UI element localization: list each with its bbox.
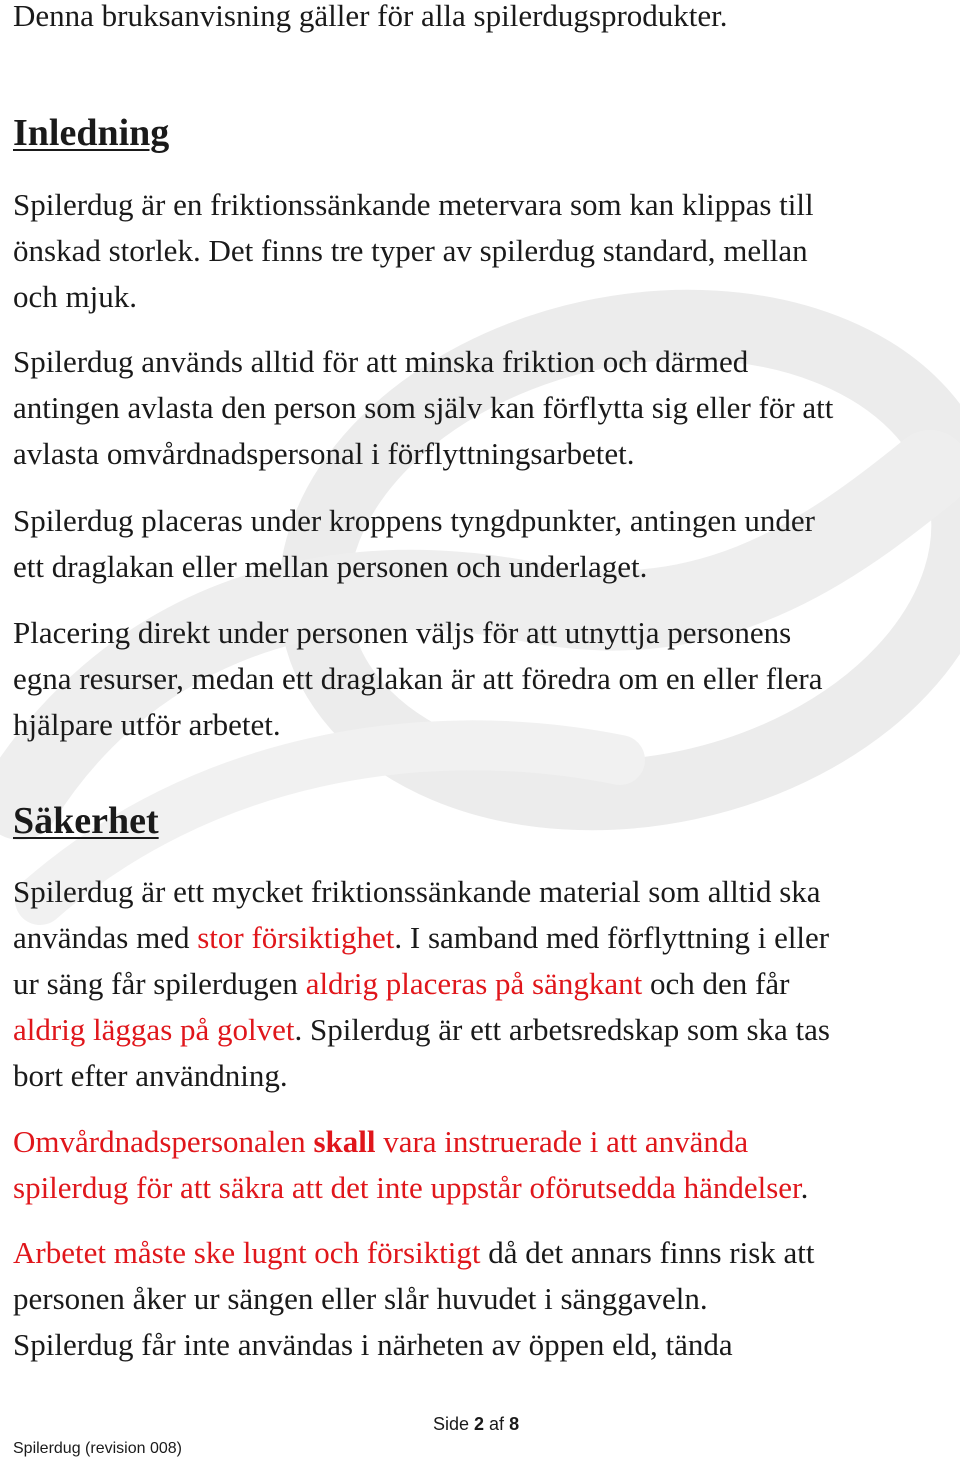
warning-text: vara instruerade i att använda — [375, 1124, 749, 1159]
page-prefix: Side — [433, 1414, 475, 1434]
paragraph-inledning-3 — [13, 498, 815, 590]
text-line: Spilerdug får inte användas i närheten av öppen eld, tända — [13, 1327, 733, 1362]
paragraph-inledning-2 — [13, 339, 833, 477]
text-line: antingen avlasta den person som själv kan förflytta sig eller för att — [13, 390, 834, 425]
heading-sakerhet: Säkerhet — [13, 800, 159, 842]
text-line: önskad storlek. Det finns tre typer av spilerdug standard, mellan — [13, 233, 808, 268]
text-line — [13, 1119, 808, 1165]
text-line: ett draglakan eller mellan personen och underlaget. — [13, 549, 648, 584]
text-line — [13, 1230, 815, 1276]
text-line: personen åker ur sängen eller slår huvudet i sänggaveln. — [13, 1281, 708, 1316]
page-mid: af — [484, 1414, 510, 1434]
heading-inledning: Inledning — [13, 112, 170, 154]
text-line: hjälpare utför arbetet. — [13, 707, 281, 742]
text-segment: . — [800, 1170, 809, 1205]
text-line: avlasta omvårdnadspersonal i förflyttningsarbetet. — [13, 436, 635, 471]
text-line: Placering direkt under personen väljs för att utnyttja personens — [13, 615, 792, 650]
page-total: 8 — [509, 1414, 520, 1434]
warning-text: Omvårdnadspersonalen — [13, 1124, 314, 1159]
page-number — [433, 1414, 519, 1435]
text-line: Spilerdug används alltid för att minska friktion och därmed — [13, 344, 749, 379]
text-segment: ur säng får spilerdugen — [13, 966, 306, 1001]
text-line: Spilerdug placeras under kroppens tyngdpunkter, antingen under — [13, 503, 815, 538]
text-line: Spilerdug är en friktionssänkande metervara som kan klippas till — [13, 187, 814, 222]
text-segment: . Spilerdug är ett arbetsredskap som ska tas — [294, 1012, 830, 1047]
document-revision: Spilerdug (revision 008) — [13, 1440, 182, 1457]
warning-text: Arbetet måste ske lugnt och försiktigt — [13, 1235, 481, 1270]
text-segment: då det annars finns risk att — [480, 1235, 815, 1270]
warning-text-bold: skall — [313, 1124, 376, 1159]
text-line — [13, 1007, 830, 1053]
text-line — [13, 915, 830, 961]
paragraph-inledning-1 — [13, 182, 814, 320]
text-line — [13, 961, 830, 1007]
text-line: och mjuk. — [13, 279, 137, 314]
text-line: Spilerdug är ett mycket friktionssänkande material som alltid ska — [13, 874, 821, 909]
text-segment: . I samband med förflyttning i eller — [394, 920, 830, 955]
text-line: egna resurser, medan ett draglakan är att föredra om en eller flera — [13, 661, 823, 696]
text-segment: användas med — [13, 920, 198, 955]
warning-text: aldrig placeras på sängkant — [305, 966, 643, 1001]
paragraph-sakerhet-3 — [13, 1230, 815, 1368]
intro-line: Denna bruksanvisning gäller för alla spilerdugsprodukter. — [13, 0, 728, 33]
text-line: bort efter användning. — [13, 1058, 288, 1093]
warning-text: stor försiktighet — [197, 920, 395, 955]
page-current: 2 — [474, 1414, 485, 1434]
warning-text: aldrig läggas på golvet — [13, 1012, 295, 1047]
paragraph-inledning-4 — [13, 610, 823, 748]
paragraph-sakerhet-2 — [13, 1119, 808, 1211]
text-line — [13, 1165, 808, 1211]
text-segment: och den får — [642, 966, 790, 1001]
paragraph-sakerhet-1 — [13, 869, 830, 1099]
warning-text: spilerdug för att säkra att det inte uppstår oförutsedda händelser — [13, 1170, 801, 1205]
